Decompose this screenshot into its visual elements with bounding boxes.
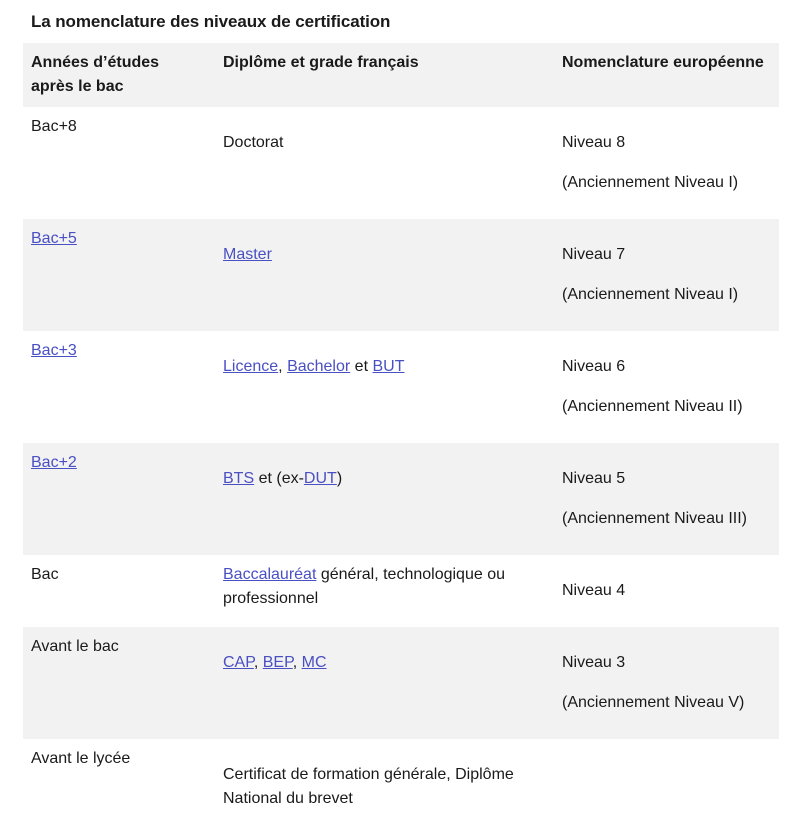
certification-table: [23, 43, 779, 824]
table-title: La nomenclature des niveaux de certification: [31, 12, 391, 31]
separator: et (ex-: [258, 470, 304, 487]
diploma-link-bep[interactable]: BEP: [262, 654, 293, 671]
diploma-link-but[interactable]: BUT: [372, 358, 405, 375]
header-european: Nomenclature européenne: [562, 54, 764, 71]
diploma-text: général, technologique ou: [320, 566, 505, 583]
diploma-link-mc[interactable]: MC: [301, 654, 327, 671]
cell-years: [31, 227, 211, 251]
separator: ): [336, 470, 343, 487]
header-years: [31, 51, 211, 99]
cell-former-level: (Anciennement Niveau II): [562, 398, 743, 415]
diploma-link-licence[interactable]: Licence: [223, 358, 279, 375]
cell-former-level: (Anciennement Niveau I): [562, 174, 739, 191]
diploma-line1: Certificat de formation générale, Diplôme: [223, 766, 514, 783]
cell-former-level: (Anciennement Niveau III): [562, 510, 747, 527]
cell-diploma: [223, 467, 543, 491]
cell-former-level: (Anciennement Niveau I): [562, 286, 739, 303]
table-row: [23, 107, 779, 219]
diploma-link-bachelor[interactable]: Bachelor: [287, 358, 351, 375]
separator: ,: [292, 654, 298, 671]
cell-diploma: [223, 355, 543, 379]
cell-years: Avant le bac: [31, 638, 119, 655]
header-years-line2: après le bac: [31, 78, 124, 95]
cell-years: [31, 339, 211, 363]
diploma-line2: professionnel: [223, 590, 319, 607]
table-row: [23, 443, 779, 555]
diploma-line2: National du brevet: [223, 790, 353, 807]
cell-years: [31, 451, 211, 475]
cell-level: Niveau 5: [562, 470, 626, 487]
cell-years: Bac: [31, 566, 59, 583]
cell-level: Niveau 7: [562, 246, 626, 263]
cell-level: Niveau 4: [562, 582, 626, 599]
cell-level: Niveau 6: [562, 358, 626, 375]
cell-years: Bac+8: [31, 118, 77, 135]
separator: ,: [278, 358, 283, 375]
table-row: [23, 219, 779, 331]
cell-diploma: Doctorat: [223, 134, 284, 151]
cell-years: Avant le lycée: [31, 750, 131, 767]
cell-diploma: [223, 563, 543, 611]
diploma-link-master[interactable]: Master: [223, 246, 272, 263]
table-row: [23, 739, 779, 824]
table-header-row: [23, 43, 779, 107]
diploma-link-bts[interactable]: BTS: [223, 470, 255, 487]
diploma-link-baccalaureat[interactable]: Baccalauréat: [223, 566, 317, 583]
diploma-line1: [223, 563, 543, 587]
separator: ,: [253, 654, 259, 671]
cell-level: Niveau 3: [562, 654, 626, 671]
header-diploma: Diplôme et grade français: [223, 54, 419, 71]
cell-diploma: [223, 243, 543, 267]
table-row: [23, 331, 779, 443]
separator: et: [354, 358, 369, 375]
cell-diploma: [223, 763, 543, 811]
cell-former-level: (Anciennement Niveau V): [562, 694, 745, 711]
years-link[interactable]: Bac+3: [31, 342, 77, 359]
cell-diploma: [223, 651, 543, 675]
years-link[interactable]: Bac+5: [31, 230, 77, 247]
table-row: [23, 555, 779, 627]
table-row: [23, 627, 779, 739]
header-years-line1: Années d’études: [31, 54, 160, 71]
years-link[interactable]: Bac+2: [31, 454, 77, 471]
cell-level: Niveau 8: [562, 134, 626, 151]
diploma-link-dut[interactable]: DUT: [303, 470, 337, 487]
diploma-link-cap[interactable]: CAP: [223, 654, 254, 671]
